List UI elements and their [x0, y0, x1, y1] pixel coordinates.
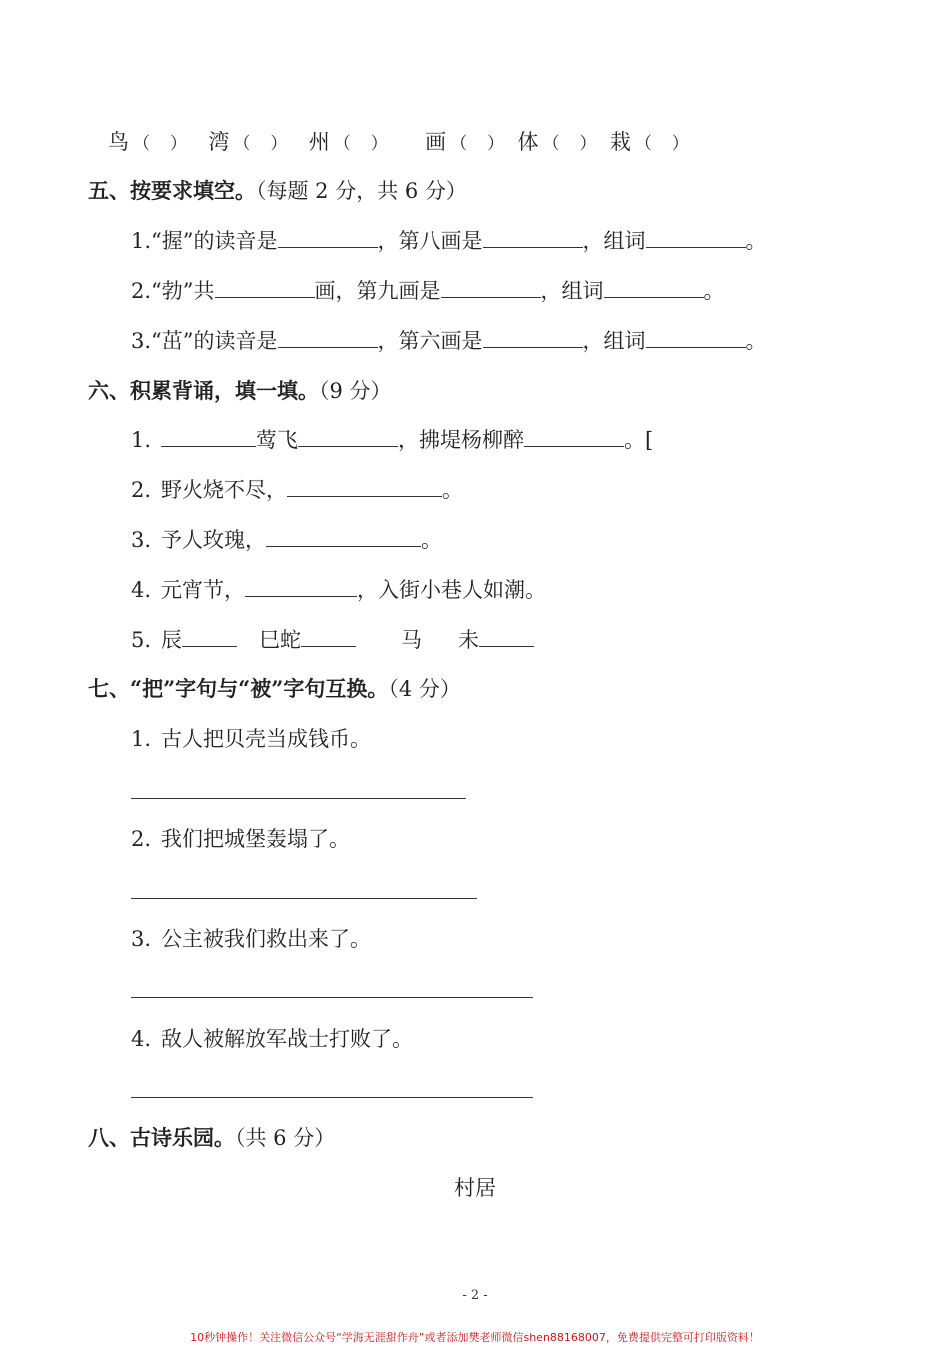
blank[interactable] — [604, 277, 704, 298]
char-item: 州 （ ） — [308, 130, 388, 154]
section7-q3: 3. 公主被我们救出来了。 — [131, 927, 372, 951]
section5-q2: 2.“勃”共 画，第九画是 ，组词 。 — [131, 279, 725, 303]
section6-title: 六、积累背诵，填一填。 — [88, 378, 319, 403]
char-item: 画 （ ） — [425, 130, 505, 154]
section5-note: （每题 2 分，共 6 分） — [256, 179, 467, 203]
section6-heading — [88, 377, 392, 405]
answer-line[interactable] — [131, 898, 477, 899]
section7-q4: 4. 敌人被解放军战士打败了。 — [131, 1027, 414, 1051]
page-number: - 2 - — [462, 1288, 488, 1303]
blank[interactable] — [182, 626, 237, 647]
section7-heading — [88, 675, 461, 703]
section5-q3: 3.“茁”的读音是 ，第六画是 ，组词 。 — [131, 329, 767, 353]
blank[interactable] — [278, 227, 378, 248]
blank[interactable] — [298, 426, 398, 447]
blank[interactable] — [483, 327, 583, 348]
answer-line[interactable] — [131, 798, 466, 799]
char-item: 鸟 （ ） — [108, 130, 187, 154]
char-item: 栽 （ ） — [609, 130, 689, 154]
section7-q2: 2. 我们把城堡轰塌了。 — [131, 827, 351, 851]
char-item: 体 （ ） — [517, 130, 597, 154]
blank[interactable] — [245, 576, 357, 597]
section6-q2: 2. 野火烧不尽， 。 — [131, 478, 464, 502]
blank[interactable] — [479, 626, 534, 647]
blank[interactable] — [483, 227, 583, 248]
section7-title: 七、“把”字句与“被”字句互换。 — [88, 676, 389, 701]
answer-line[interactable] — [131, 1097, 533, 1098]
section6-q5: 5. 辰 巳蛇 马 未 — [131, 626, 534, 654]
section6-q3: 3. 予人玫瑰， 。 — [131, 528, 443, 552]
blank[interactable] — [287, 476, 442, 497]
answer-line[interactable] — [131, 997, 533, 998]
section6-q1: 1. 莺飞 ，拂堤杨柳醉 。[ — [131, 428, 654, 452]
blank[interactable] — [524, 426, 624, 447]
blank[interactable] — [646, 327, 746, 348]
section5-heading — [88, 177, 467, 205]
section5-q1: 1.“握”的读音是 ，第八画是 ，组词 。 — [131, 229, 767, 253]
section7-note: （4 分） — [388, 677, 461, 701]
section7-q1: 1. 古人把贝壳当成钱币。 — [131, 727, 372, 751]
section8-heading — [88, 1124, 335, 1152]
poem-title: 村居 — [454, 1176, 496, 1200]
section5-title: 五、按要求填空。 — [88, 178, 256, 203]
blank[interactable] — [278, 327, 378, 348]
blank[interactable] — [301, 626, 356, 647]
blank[interactable] — [441, 277, 541, 298]
blank[interactable] — [266, 526, 421, 547]
blank[interactable] — [215, 277, 315, 298]
char-paren-row — [108, 128, 689, 158]
footer-notice: 10秒钟操作！关注微信公众号“学海无涯甜作舟”或者添加樊老师微信shen88168007，免费提供完整可打印版资料！ — [190, 1331, 760, 1344]
blank[interactable] — [161, 426, 256, 447]
section8-note: （共 6 分） — [235, 1126, 336, 1150]
blank[interactable] — [646, 227, 746, 248]
section6-q4: 4. 元宵节， ，入街小巷人如潮。 — [131, 578, 547, 602]
char-item: 湾 （ ） — [208, 130, 288, 154]
section6-note: （9 分） — [319, 379, 392, 403]
section8-title: 八、古诗乐园。 — [88, 1125, 235, 1150]
